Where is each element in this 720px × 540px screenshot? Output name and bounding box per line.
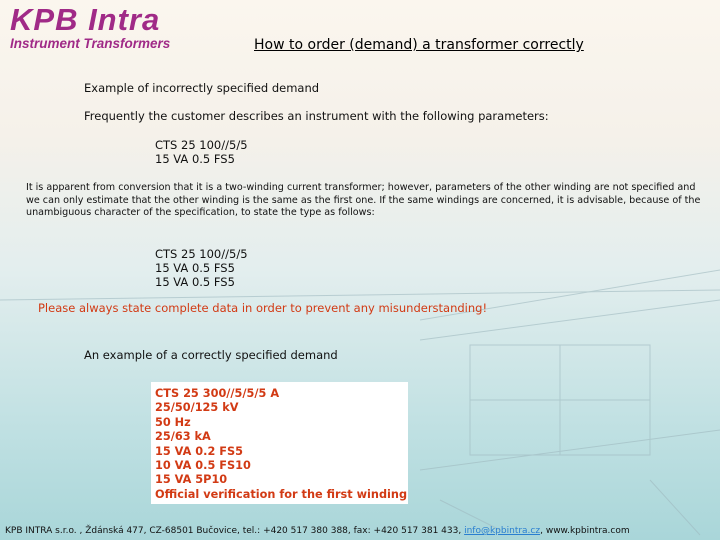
correct-heading: An example of a correctly specified demand — [84, 348, 338, 362]
spec-line: 25/63 kA — [155, 430, 211, 444]
logo-tagline: Instrument Transformers — [10, 36, 171, 51]
spec-suggested — [155, 247, 248, 289]
footer — [5, 526, 630, 536]
email-link[interactable]: info@kpbintra.cz — [464, 526, 541, 536]
spec-line: Official verification for the first winding — [155, 487, 408, 501]
spec-line: 15 VA 5P10 — [155, 473, 228, 487]
intro-text: Frequently the customer describes an instrument with the following parameters: — [84, 109, 549, 123]
website-text: www.kpbintra.com — [545, 526, 630, 536]
spec-line: CTS 25 100//5/5 — [155, 247, 248, 261]
spec-line: 15 VA 0.5 FS5 — [155, 261, 235, 275]
spec-line: 25/50/125 kV — [155, 401, 239, 415]
incorrect-heading: Example of incorrectly specified demand — [84, 81, 320, 95]
spec-line: 50 Hz — [155, 415, 191, 429]
spec-line: 15 VA 0.5 FS5 — [155, 152, 235, 166]
spec-line: CTS 25 100//5/5 — [155, 138, 248, 152]
spec-line: CTS 25 300//5/5/5 A — [155, 387, 280, 400]
footer-separator: , — [540, 526, 546, 536]
page-title: How to order (demand) a transformer correctly — [254, 37, 584, 53]
logo: KPB Intra — [10, 2, 161, 37]
spec-incorrect — [155, 138, 248, 166]
footer-address: KPB INTRA s.r.o. , Ždánská 477, CZ-68501 Bučovice, tel.: +420 517 380 388, fax: +420 517 381 433, — [5, 526, 465, 536]
spec-correct — [155, 387, 407, 502]
explanation-text: It is apparent from conversion that it is a two-winding current transformer; however, parameters of the other winding are not specified and we can only estimate that the other winding is the same as the first one. If the same windings are concerned, it is advisable, because of the unambiguous character of the specification, to state the type as follows: — [26, 182, 701, 218]
warning-text: Please always state complete data in order to prevent any misunderstanding! — [38, 301, 488, 315]
spec-line: 10 VA 0.5 FS10 — [155, 459, 251, 473]
spec-line: 15 VA 0.5 FS5 — [155, 275, 235, 289]
spec-line: 15 VA 0.2 FS5 — [155, 444, 243, 458]
